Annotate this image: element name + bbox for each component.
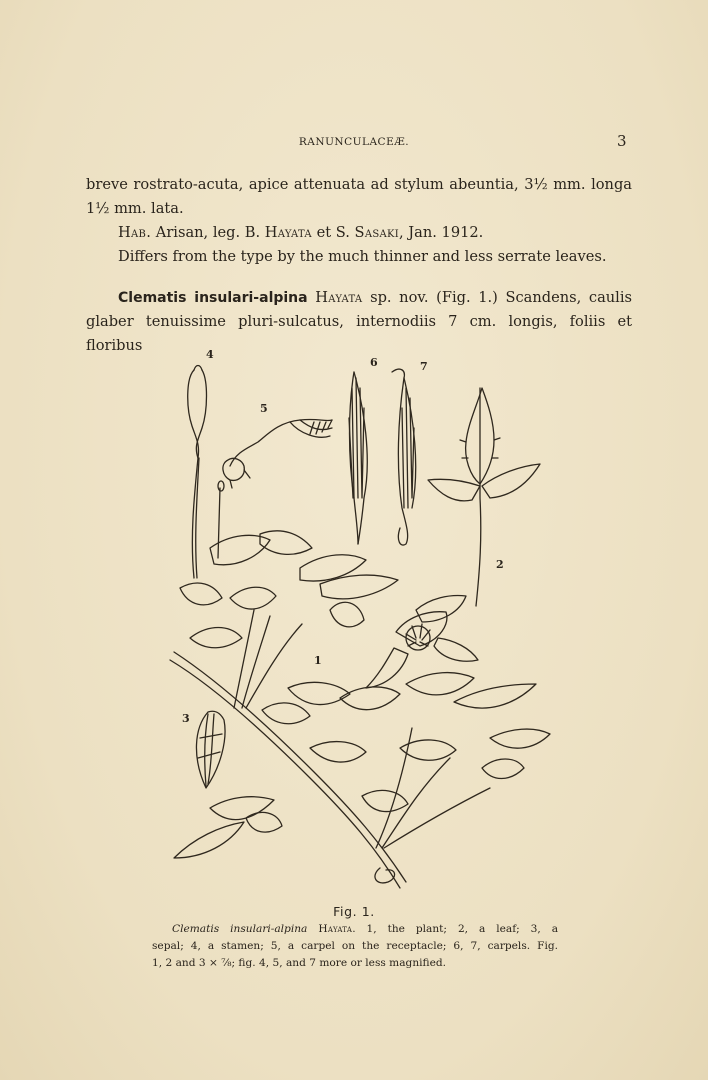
species-line-2: glaber tenuissime pluri-sulcatus, internodiis 7 cm. longis, foliis et floribus xyxy=(86,313,632,354)
paragraph-line-2: 1½ mm. lata. xyxy=(86,200,184,217)
habitat-text-1: Arisan, leg. B. xyxy=(151,224,265,241)
species-author: Hayata xyxy=(315,289,363,306)
caption-species: Clematis insulari-alpina xyxy=(172,923,308,935)
caption-author: Hayata xyxy=(318,923,353,935)
habitat-text-2: et S. xyxy=(311,224,355,241)
label-6: 6 xyxy=(370,356,378,369)
label-2: 2 xyxy=(496,558,504,571)
figure-caption xyxy=(152,921,558,972)
label-7: 7 xyxy=(420,360,428,373)
carpel-6-drawing xyxy=(349,372,367,544)
page-number: 3 xyxy=(617,132,627,150)
stamen-drawing xyxy=(188,366,224,579)
label-1: 1 xyxy=(314,654,322,667)
sepal-drawing xyxy=(196,711,225,788)
caption-line-1-rest: . 1, the plant; 2, a leaf; 3, a xyxy=(352,923,559,935)
carpel-receptacle-drawing xyxy=(223,419,332,488)
caption-line-2: sepal; 4, a stamen; 5, a carpel on the receptacle; 6, 7, carpels. Fig. xyxy=(152,940,558,952)
habitat-label: Hab. xyxy=(118,224,152,241)
caption-line-1 xyxy=(152,921,558,938)
label-4: 4 xyxy=(206,348,214,361)
label-3: 3 xyxy=(182,712,190,725)
differs-line: Differs from the type by the much thinner and less serrate leaves. xyxy=(118,248,607,265)
paragraph-line-1: breve rostrato-acuta, apice attenuata ad stylum abeuntia, 3½ mm. longa xyxy=(86,176,632,193)
habitat-text-3: , Jan. 1912. xyxy=(399,224,484,241)
label-5: 5 xyxy=(260,402,268,415)
caption-line-3: 1, 2 and 3 × ⅞; fig. 4, 5, and 7 more or less magnified. xyxy=(152,957,447,969)
species-line-1-rest: sp. nov. (Fig. 1.) Scandens, caulis xyxy=(362,289,633,306)
collector-2: Sasaki xyxy=(354,224,400,241)
figure-number: Fig. 1. xyxy=(333,904,375,919)
species-name: Clematis insulari-alpina xyxy=(118,290,308,306)
plant-drawing xyxy=(170,531,550,888)
carpel-7-drawing xyxy=(392,369,416,545)
plant-illustration xyxy=(150,348,570,896)
habitat-line xyxy=(86,221,632,245)
species-line-1 xyxy=(86,286,632,310)
collector-1: Hayata xyxy=(264,224,312,241)
leaf-drawing xyxy=(428,388,540,606)
running-head: RANUNCULACEÆ. xyxy=(298,136,410,148)
